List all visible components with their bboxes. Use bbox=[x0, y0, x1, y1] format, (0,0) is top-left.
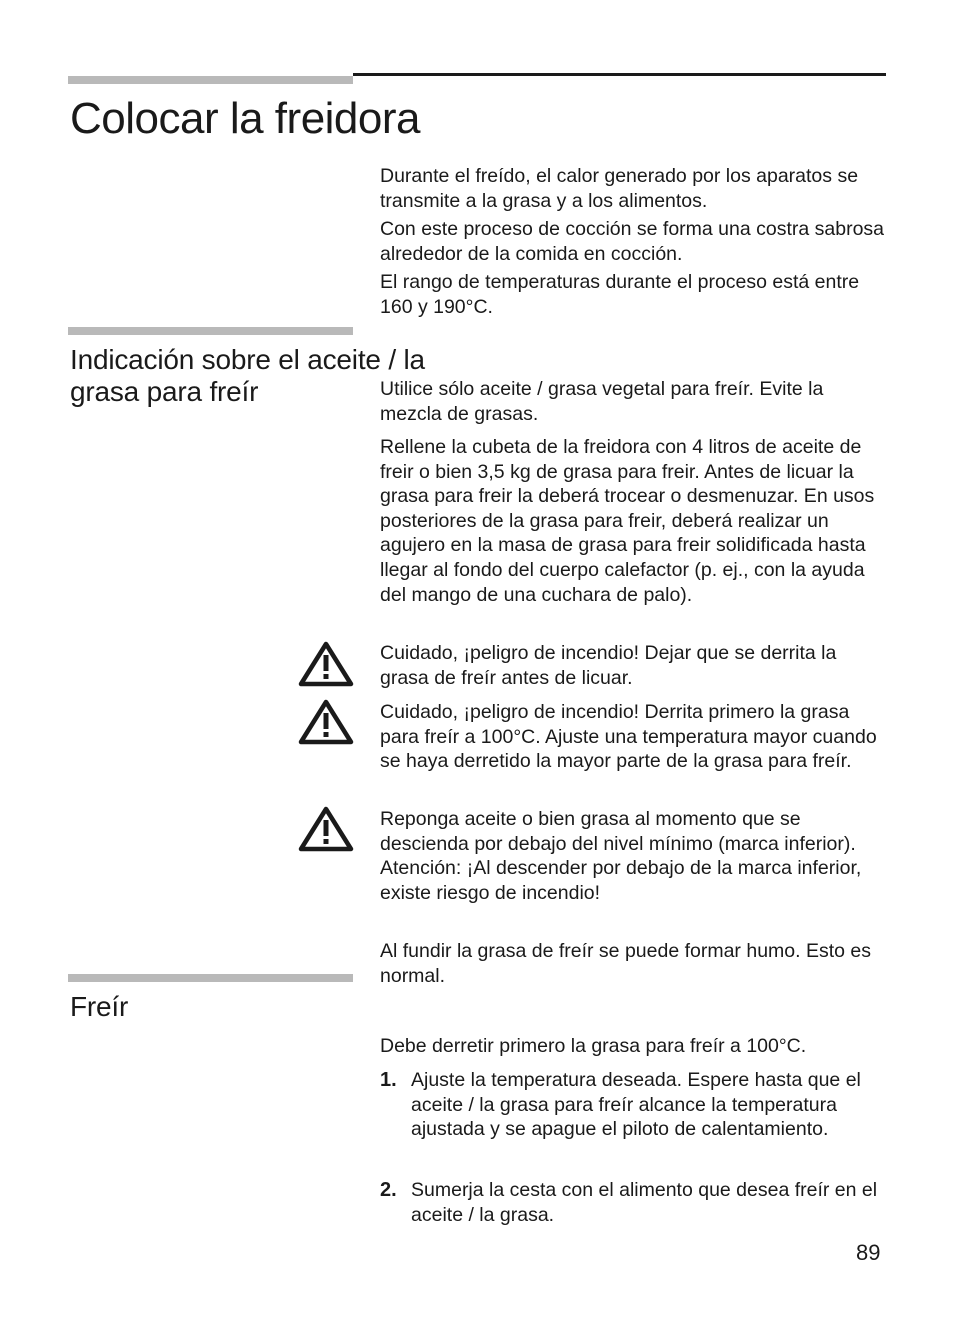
step-text: Sumerja la cesta con el alimento que desea freír en el aceite / la grasa. bbox=[411, 1179, 878, 1226]
warning-triangle-icon bbox=[298, 699, 354, 745]
oil-paragraph-1 bbox=[380, 377, 890, 426]
oil-paragraph-2 bbox=[380, 435, 890, 607]
section-rule bbox=[68, 76, 353, 84]
oil-text: Rellene la cubeta de la freidora con 4 litros de aceite de freir o bien 3,5 kg de grasa para freir. Antes de licuar la grasa para freir la deberá trocear o desmenuzar. En usos posteriores de la grasa para freir, deberá realizar un agujero en la masa de grasa para freir solidificada hasta llegar al fondo del cuerpo calefactor (p. ej., con la ayuda del mango de una cuchara de palo). bbox=[380, 436, 875, 606]
page-title: Colocar la freidora bbox=[70, 94, 420, 143]
step-number: 1. bbox=[380, 1069, 397, 1091]
section-heading-oil: Indicación sobre el aceite / la grasa para freír bbox=[70, 344, 425, 407]
warning-text: Cuidado, ¡peligro de incendio! Dejar que se derrita la grasa de freír antes de licuar. bbox=[380, 642, 837, 689]
fry-intro bbox=[380, 1034, 890, 1059]
section-rule bbox=[68, 974, 353, 982]
warning-text-2 bbox=[380, 700, 890, 774]
warning-extra-text: Atención: ¡Al descender por debajo de la marca inferior, existe riesgo de incendio! bbox=[380, 857, 862, 904]
intro-paragraph: El rango de temperaturas durante el proceso está entre 160 y 190°C. bbox=[380, 271, 860, 318]
intro-paragraph: Durante el freído, el calor generado por los aparatos se transmite a la grasa y a los alimentos. bbox=[380, 165, 859, 212]
header-rule bbox=[353, 73, 886, 76]
section-rule bbox=[68, 327, 353, 335]
step-2 bbox=[380, 1178, 890, 1227]
step-1 bbox=[380, 1068, 890, 1142]
page-number: 89 bbox=[856, 1240, 881, 1265]
warning-text: Reponga aceite o bien grasa al momento que se descienda por debajo del nivel mínimo (marca inferior). bbox=[380, 808, 856, 855]
warning-text-3 bbox=[380, 807, 890, 905]
fry-intro-text: Debe derretir primero la grasa para freír a 100°C. bbox=[380, 1035, 807, 1057]
warning-triangle-icon bbox=[298, 641, 354, 687]
intro-paragraph: Con este proceso de cocción se forma una costra sabrosa alrededor de la comida en cocción. bbox=[380, 218, 885, 265]
oil-text: Utilice sólo aceite / grasa vegetal para freír. Evite la mezcla de grasas. bbox=[380, 378, 824, 425]
warning-text: Cuidado, ¡peligro de incendio! Derrita primero la grasa para freír a 100°C. Ajuste una temperatura mayor cuando se haya derretido la mayor parte de la grasa para freír. bbox=[380, 701, 877, 773]
intro-text bbox=[380, 164, 890, 320]
warning-triangle-icon bbox=[298, 806, 354, 852]
warning-text-1 bbox=[380, 641, 890, 690]
smoke-note bbox=[380, 939, 890, 988]
note-text: Al fundir la grasa de freír se puede formar humo. Esto es normal. bbox=[380, 940, 871, 987]
section-heading-fry: Freír bbox=[70, 991, 129, 1022]
step-text: Ajuste la temperatura deseada. Espere hasta que el aceite / la grasa para freír alcance la temperatura ajustada y se apague el piloto de calentamiento. bbox=[411, 1069, 861, 1141]
step-number: 2. bbox=[380, 1179, 397, 1201]
